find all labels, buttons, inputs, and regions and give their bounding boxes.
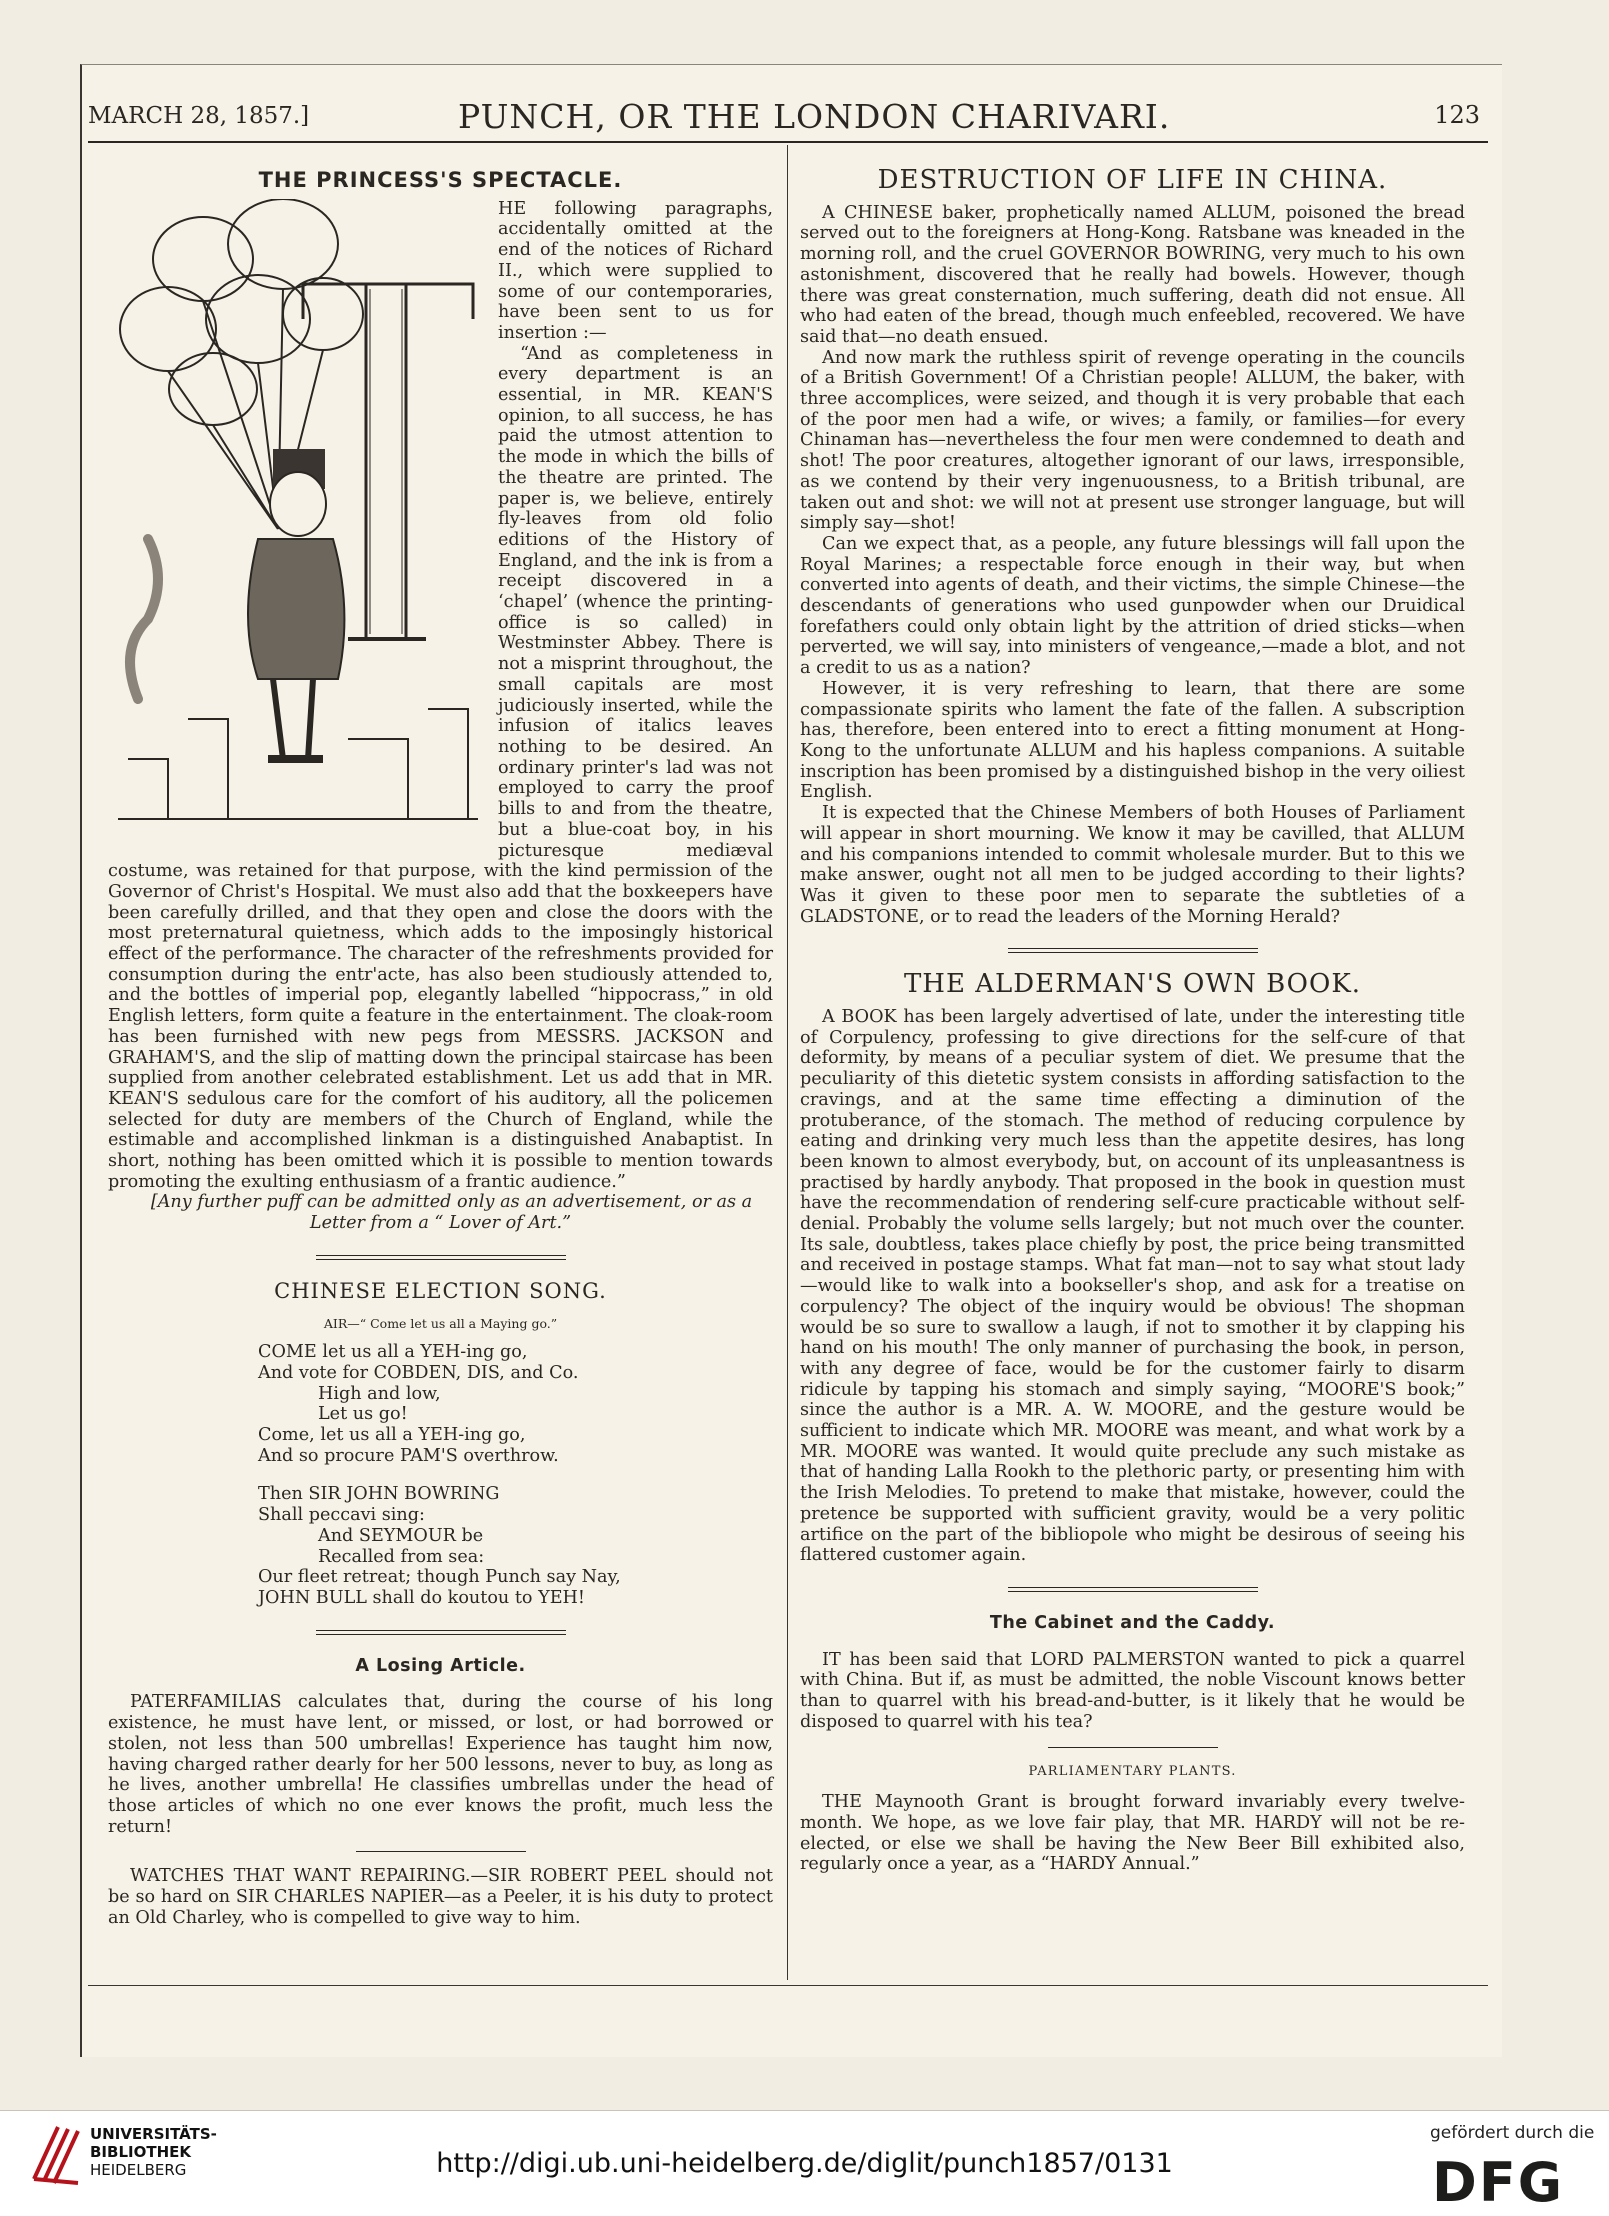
- losing-body: PATERFAMILIAS calculates that, during the course of his long existence, he must have lent, or missed, or lost, or had borrowed or stolen, not less than 500 umbrellas! Experience has taught him now, having charged rather dearly for her 500 lessons, never to buy, as long as he lives, another umbrella! He classifies umbrellas under the head of those articles of which no one ever knows the profit, much less the return!: [108, 1692, 773, 1837]
- song-air: AIR—“ Come let us all a Maying go.”: [323, 1315, 558, 1331]
- library-line: BIBLIOTHEK: [90, 2143, 191, 2161]
- verse-line: Our fleet retreat; though Punch say Nay,: [258, 1567, 621, 1588]
- footer-bar: [0, 2110, 1609, 2216]
- losing-title: A Losing Article.: [355, 1655, 526, 1676]
- header-date: MARCH 28, 1857.]: [88, 103, 310, 129]
- verse-line: Come, let us all a YEH-ing go,: [258, 1425, 526, 1446]
- plants-title: PARLIAMENTARY PLANTS.: [1028, 1763, 1237, 1779]
- china-title: DESTRUCTION OF LIFE IN CHINA.: [877, 165, 1388, 195]
- dfg-logo: DFG: [1432, 2151, 1565, 2214]
- china-p4: However, it is very refreshing to learn, that there are some compassionate spirits who lament the fate of the fallen. A subscription has, therefore, been entered into to erect a fitting monument at Hong-Kong to the unfortunate ALLUM and his hapless companions. A suitable inscription has been promised by a distinguished bishop in the very oiliest English.: [800, 678, 1465, 803]
- spectacle-body: “And as completeness in every department is an essential, in MR. KEAN'S opinion, to all success, he has paid the utmost attention to the mode in which the bills of the theatre are printed. The paper is, we believe, entirely fly-leaves from old folio editions of the History of England, and the ink is from a receipt discovered in a ‘chapel’ (whence the printing-office is so called) in Westminster Abbey. There is not a misprint throughout, the small capitals are most judiciously inserted, while the infusion of italics leaves nothing to be desired. An ordinary printer's lad was not employed to carry the proof bills to and from the theatre, but a blue-coat boy, in his picturesque mediæval costume, was retained for that purpose, with the kind permission of the Governor of Christ's Hospital. We must also add that the boxkeepers have been carefully drilled, and that they open and close the doors with the most preternatural quietness, which adds to the imposingly historical effect of the performance. The character of the refreshments provided for consumption during the entr'acte, has also been studiously attended to, and the bottles of imperial pop, elegantly labelled “hippocrass,” in old English letters, form quite a feature in the entertainment. The cloak-room has been furnished with new pegs from MESSRS. JACKSON and GRAHAM'S, and the slip of matting down the principal staircase has been supplied from another celebrated establishment. Let us add that in MR. KEAN'S sedulous care for the comfort of his auditory, all the policemen selected for duty are members of the Church of England, while the estimable and accomplished linkman is a distinguished Anabaptist. In short, nothing has been omitted which it is possible to mention towards promoting the exulting enthusiasm of a frantic audience.”: [108, 343, 773, 1192]
- separator: [316, 1255, 566, 1260]
- verse-line: Shall peccavi sing:: [258, 1505, 425, 1526]
- balloon-man-illustration-icon: [108, 199, 488, 839]
- separator: [356, 1851, 526, 1852]
- column-rule: [787, 145, 788, 1980]
- right-column: [800, 165, 1465, 1875]
- separator: [1008, 948, 1258, 953]
- watches-body: WATCHES THAT WANT REPAIRING.—SIR ROBERT PEEL should not be so hard on SIR CHARLES NAPIER—as a Peeler, it is his duty to protect an Old Charley, who is compelled to give way to him.: [108, 1866, 773, 1928]
- china-p2: And now mark the ruthless spirit of revenge operating in the councils of a British Government! Of a Christian people! ALLUM, the baker, with three accomplices, were seized, and though it is very probable that each of the poor men had a wife, or wives; a family, or families—for every Chinaman has—nevertheless the four men were condemned to death and shot! The poor creatures, altogether ignorant of our laws, irresponsible, as we contend by their very ingenuousness, to a British tribunal, are taken out and shot: we will not at present use stronger language, but will simply say—shot!: [800, 347, 1465, 534]
- verse-line: High and low,: [318, 1383, 441, 1404]
- spectacle-note: [Any further puff can be admitted only as an advertisement, or as a Letter from a “ Lover of Art.”: [150, 1192, 753, 1234]
- bottom-rule: [88, 1985, 1488, 1986]
- library-line: HEIDELBERG: [90, 2161, 187, 2179]
- song-title: CHINESE ELECTION SONG.: [274, 1278, 607, 1303]
- alderman-body: A BOOK has been largely advertised of late, under the interesting title of Corpulency, professing to give directions for the self-cure of that deformity, by means of a peculiar system of diet. We presume that the peculiarity of this dietetic system consists in affording satisfaction to the cravings, and at the same time effecting a diminution of the protuberance, of the stomach. The method of reducing corpulence by eating and drinking very much less than the appetite desires, has long been known to almost everybody, but, on account of its unpleasantness is practised by hardly anybody. That proposed in the book in question must have the recommendation of rendering self-cure practicable without self-denial. Probably the volume sells largely; but not much over the counter. Its sale, doubtless, takes place chiefly by post, the price being transmitted and received in postage stamps. What fat man—not to say what stout lady—would like to walk into a bookseller's shop, and ask for a treatise on corpulency? The object of the inquiry would be obvious! The shopman would be so sure to swallow a laugh, if not to smother it by clapping his hand on his mouth! The only manner of purchasing the book, in person, with any degree of face, would be for the customer fairly to disarm ridicule by tapping his stomach and simply saying, “MOORE'S book;” since the author is a MR. A. W. MOORE, and the gesture would be sufficient to indicate which MR. MOORE was meant, and what work by a MR. MOORE was wanted. It would quite preclude any such mistake as that of handing Lalla Rookh to the plethoric party, or presenting him with the Irish Melodies. To pretend to make that mistake, however, could the pretence be supported with sufficient gravity, would be a very politic artifice on the part of the bibliopole who might be desirous of seeing his flattered customer again.: [800, 1007, 1465, 1566]
- funding-note: gefördert durch die: [1430, 2123, 1595, 2143]
- song-verse: [258, 1342, 773, 1608]
- cabinet-title: The Cabinet and the Caddy.: [989, 1613, 1276, 1633]
- china-p3: Can we expect that, as a people, any future blessings will fall upon the Royal Marines; a respectable force enough in their way, but when converted into agents of death, and their victims, the simple Chinese—the descendants of generations who used gunpowder when our Druidical forefathers could only obtain light by the attrition of dried sticks—when perverted, we will say, into ministers of vengeance,—made a blot, and not a credit to us as a nation?: [800, 533, 1465, 679]
- spectacle-intro: HE following paragraphs, accidentally omitted at the end of the notices of Richard II., which were supplied to some of our contemporaries, have been sent to us for insertion :—: [498, 198, 773, 343]
- verse-line: COME let us all a YEH-ing go,: [258, 1342, 528, 1363]
- separator: [1048, 1747, 1218, 1748]
- running-head: [88, 95, 1488, 143]
- left-column: [108, 170, 773, 1928]
- verse-line: Let us go!: [318, 1404, 408, 1425]
- verse-line: JOHN BULL shall do koutou to YEH!: [258, 1588, 585, 1608]
- plants-body: THE Maynooth Grant is brought forward invariably every twelve-month. We hope, as we love fair play, that MR. HARDY will not be re-elected, or else we shall be having the New Beer Bill exhibited also, regularly once a year, as a “HARDY Annual.”: [800, 1792, 1465, 1875]
- permalink-url[interactable]: http://digi.ub.uni-heidelberg.de/diglit/punch1857/0131: [436, 2148, 1173, 2179]
- verse-line: Recalled from sea:: [318, 1546, 485, 1567]
- library-line: UNIVERSITÄTS-: [90, 2125, 217, 2143]
- cabinet-body: IT has been said that LORD PALMERSTON wanted to pick a quarrel with China. But if, as must be admitted, the noble Viscount knows better than to quarrel with his bread-and-butter, is it likely that he would be disposed to quarrel with his tea?: [800, 1649, 1465, 1732]
- verse-line: And so procure PAM'S overthrow.: [258, 1445, 559, 1466]
- separator: [1008, 1587, 1258, 1592]
- verse-line: Then SIR JOHN BOWRING: [258, 1484, 500, 1505]
- page-number: 123: [1434, 101, 1480, 129]
- spectacle-title: THE PRINCESS'S SPECTACLE.: [258, 168, 623, 192]
- separator: [316, 1630, 566, 1635]
- china-p1: A CHINESE baker, prophetically named ALLUM, poisoned the bread served out to the foreigners at Hong-Kong. Ratsbane was kneaded in the morning roll, and the cruel GOVERNOR BOWRING, very much to his own astonishment, discovered that he really had bowels. However, though there was great consternation, much suffering, death did not ensue. All who had eaten of the bread, though much enfeebled, recovered. We have said that—no death ensued.: [800, 202, 1465, 347]
- header-title: PUNCH, OR THE LONDON CHARIVARI.: [458, 97, 1171, 136]
- china-p5: It is expected that the Chinese Members of both Houses of Parliament will appear in short mourning. We know it may be cavilled, that ALLUM and his companions intended to commit wholesale murder. But to this we make answer, ought not all men to be judged according to their lights? Was it given to these poor men to separate the subtleties of a GLADSTONE, or to read the leaders of the Morning Herald?: [800, 803, 1465, 927]
- verse-line: And SEYMOUR be: [318, 1525, 484, 1546]
- verse-line: And vote for COBDEN, DIS, and Co.: [258, 1362, 579, 1383]
- alderman-title: THE ALDERMAN'S OWN BOOK.: [903, 969, 1362, 1000]
